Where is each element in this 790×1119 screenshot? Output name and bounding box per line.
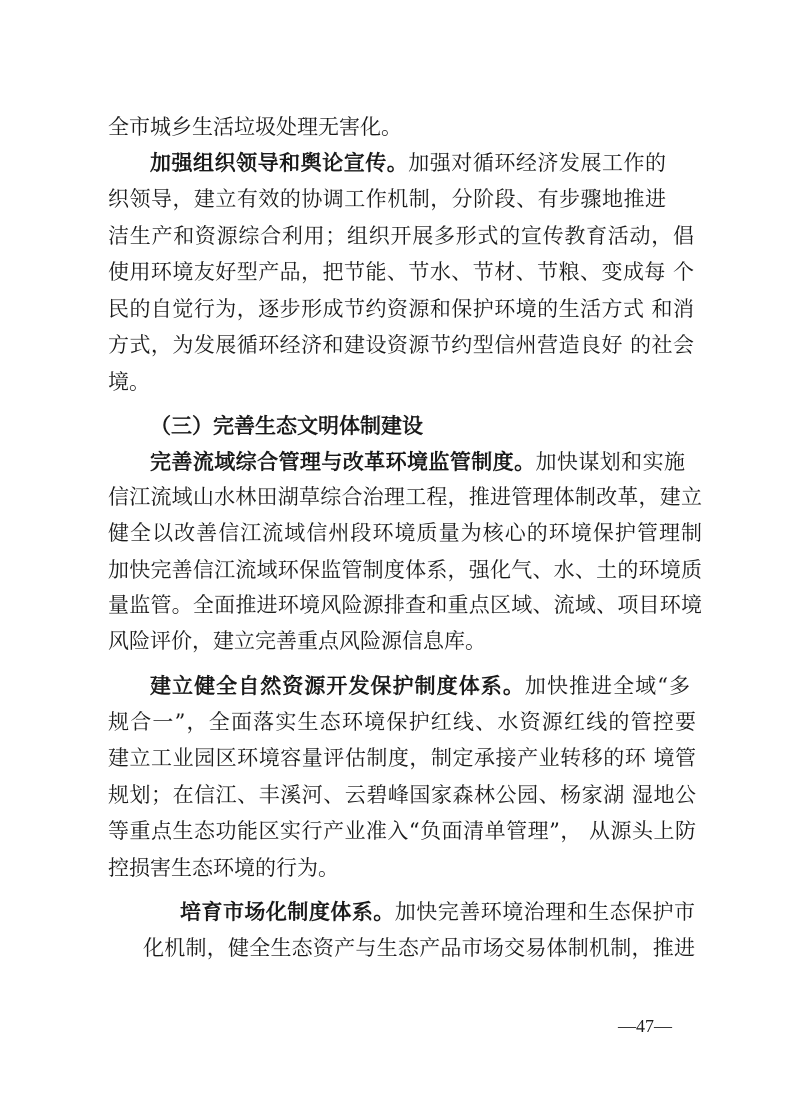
text-line: 信江流域山水林田湖草综合治理工程，推进管理体制改革，建立 <box>108 485 702 509</box>
text-line: 织领导，建立有效的协调工作机制，分阶段、有步骤地推进 <box>108 187 666 211</box>
text-line: 化机制，健全生态资产与生态产品市场交易体制机制，推进 <box>143 936 695 960</box>
text: 加快完善环境治理和生态保护市 <box>394 900 695 924</box>
text-line: 控损害生态环境的行为。 <box>108 856 339 880</box>
text: 加强对循环经济发展工作的 <box>408 151 666 175</box>
bold-lead: 加强组织领导和舆论宣传。 <box>150 151 409 175</box>
text-line: 洁生产和资源综合利用；组织开展多形式的宣传教育活动，倡 <box>108 224 694 248</box>
text-line: 健全以改善信江流域信州段环境质量为核心的环境保护管理制 <box>108 521 702 545</box>
text-line: 民的自觉行为，逐步形成节约资源和保护环境的生活方式 和消 <box>108 297 694 321</box>
text-line: 境。 <box>108 370 150 394</box>
text-line: 等重点生态功能区实行产业准入“负面清单管理”， 从源头上防 <box>108 819 696 843</box>
text-line: 全市城乡生活垃圾处理无害化。 <box>108 115 402 139</box>
text-line <box>150 148 666 178</box>
page-number: —47— <box>618 1016 672 1036</box>
text-line: 建立工业园区环境容量评估制度，制定承接产业转移的环 境管 <box>108 746 696 770</box>
text: 加快谋划和实施 <box>535 450 685 474</box>
bold-lead: 建立健全自然资源开发保护制度体系。 <box>150 674 525 698</box>
text-line: 量监管。全面推进环境风险源排查和重点区域、流域、项目环境 <box>108 593 702 617</box>
section-heading: （三）完善生态文明体制建设 <box>150 414 423 438</box>
bold-lead: 培育市场化制度体系。 <box>180 900 395 924</box>
text-line: 使用环境友好型产品，把节能、节水、节材、节粮、变成每 个 <box>108 260 694 284</box>
text-line <box>150 671 690 701</box>
text-line <box>150 447 685 477</box>
text-line: 方式，为发展循环经济和建设资源节约型信州营造良好 的社会 <box>108 333 694 357</box>
text-line: 加快完善信江流域环保监管制度体系，强化气、水、土的环境质 <box>108 558 702 582</box>
text: 加快推进全域“多 <box>524 674 690 698</box>
text-line: 风险评价，建立完善重点风险源信息库。 <box>108 629 486 653</box>
bold-lead: 完善流域综合管理与改革环境监管制度。 <box>150 450 536 474</box>
text-line <box>180 897 695 927</box>
text-line: 规划；在信江、丰溪河、云碧峰国家森林公园、杨家湖 湿地公 <box>108 783 696 807</box>
text-line: 规合一”，全面落实生态环境保护红线、水资源红线的管控要 <box>108 710 696 734</box>
